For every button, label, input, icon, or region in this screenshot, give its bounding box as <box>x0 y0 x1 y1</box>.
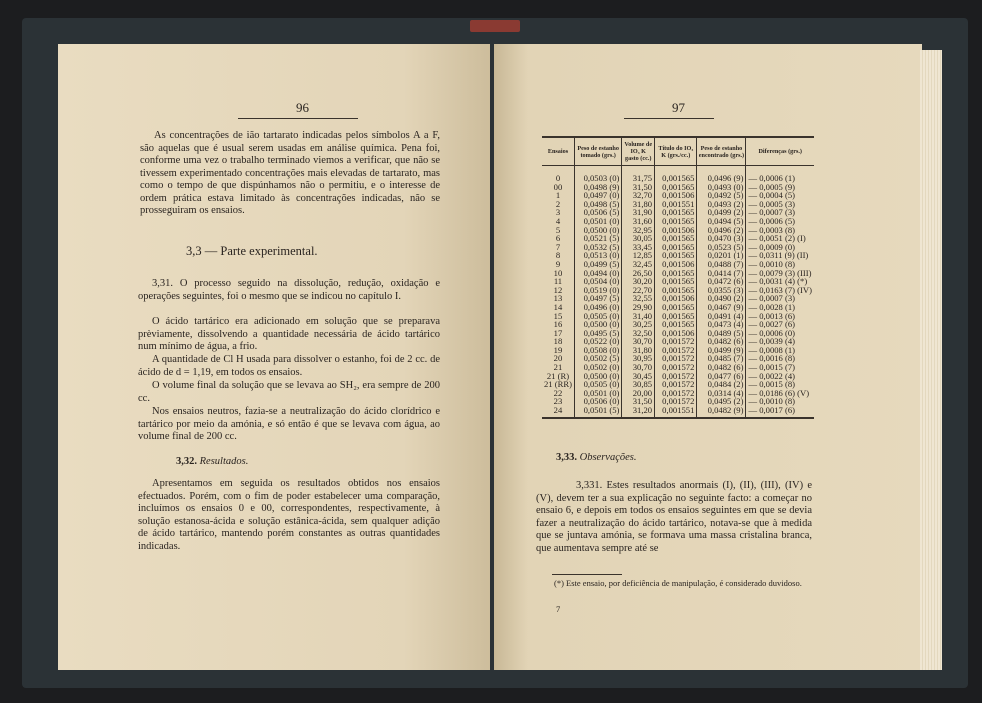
table-cell: 29,90 <box>622 303 655 312</box>
paragraph-intro: As concentrações de ião tartarato indicadas pelos símbolos A a F, são aquelas que é usual serem usadas em análise química. Pena foi, conforme uma vez o trabalho terminado viemos a verificar, que não se tivessem experimentado concentrações mais elevadas de tartarato, mas como o tempo de que dispúnhamos não o permitiu, e o interesse de ordem prática estava limitado às concentrações indicadas, não se prosseguiram os ensaios. <box>140 130 440 216</box>
table-cell: 8 <box>555 250 561 261</box>
table-cell: 0,001565 <box>655 277 697 286</box>
table-cell: 0,0523 (5) <box>697 243 746 252</box>
table-cell: 14 <box>553 301 563 312</box>
table-cell: — 0,0031 (4) (*) <box>746 277 814 286</box>
table-cell: 18 <box>553 336 563 347</box>
table-cell: 21 (RR) <box>544 379 572 390</box>
table-cell: 0,0522 (0) <box>574 337 621 346</box>
table-header-row <box>542 137 814 166</box>
table-cell: 0,001565 <box>655 286 697 295</box>
table-cell: 20,00 <box>622 389 655 398</box>
table-cell: — 0,0010 (8) <box>746 397 814 406</box>
table-cell: 31,80 <box>622 346 655 355</box>
table-cell: 0,001506 <box>655 226 697 235</box>
table-header-cell: Peso de estanho encontrado (grs.) <box>697 137 746 166</box>
table-cell: 0,001551 <box>655 200 697 209</box>
table-cell: 0,0485 (7) <box>697 354 746 363</box>
table-cell: 0,001565 <box>655 269 697 278</box>
table-cell: — 0,0003 (8) <box>746 226 814 235</box>
header-rule <box>624 118 714 119</box>
table-cell: 0,0488 (7) <box>697 260 746 269</box>
table-cell: — 0,0016 (8) <box>746 354 814 363</box>
footnote: (*) Este ensaio, por deficiência de manipulação, é considerado duvidoso. <box>554 578 802 588</box>
table-cell: 22,70 <box>622 286 655 295</box>
paragraph-volume: O volume final da solução que se levava ao SH₂, era sempre de 200 cc. <box>138 380 440 404</box>
table-cell: 2 <box>555 198 561 209</box>
table-cell: 0,001565 <box>655 234 697 243</box>
table-cell: 31,60 <box>622 217 655 226</box>
table-cell: 30,45 <box>622 372 655 381</box>
table-cell: — 0,0079 (3) (III) <box>746 269 814 278</box>
table-cell: 0,0470 (3) <box>697 234 746 243</box>
table-cell: — 0,0006 (1) <box>746 174 814 183</box>
table-cell: 0,001572 <box>655 380 697 389</box>
table-cell: — 0,0005 (3) <box>746 200 814 209</box>
table-cell: 7 <box>555 241 561 252</box>
signature-mark: 7 <box>556 604 561 614</box>
table-cell: 00 <box>553 181 563 192</box>
table-cell: 30,20 <box>622 277 655 286</box>
table-cell: 0,0477 (6) <box>697 372 746 381</box>
table-cell: 0,001565 <box>655 183 697 192</box>
table-cell: — 0,0186 (6) (V) <box>746 389 814 398</box>
table-cell: 0,0482 (9) <box>697 406 746 418</box>
table-cell: 0,0482 (6) <box>697 363 746 372</box>
table-cell: — 0,0015 (7) <box>746 363 814 372</box>
table-cell: 0,0467 (9) <box>697 303 746 312</box>
table-cell: 0,0513 (0) <box>574 251 621 260</box>
table-cell: — 0,0039 (4) <box>746 337 814 346</box>
left-page <box>58 44 490 670</box>
table-cell: 0,0499 (2) <box>697 208 746 217</box>
table-cell: — 0,0009 (0) <box>746 243 814 252</box>
table-cell: — 0,0027 (6) <box>746 320 814 329</box>
table-cell: 0,0500 (0) <box>574 226 621 235</box>
table-cell: 6 <box>555 233 561 244</box>
table-cell: — 0,0017 (6) <box>746 406 814 418</box>
table-cell: 0,001572 <box>655 397 697 406</box>
paragraph-331: 3,31. O processo seguido na dissolução, redução, oxidação e operações seguintes, foi o mesmo que se indicou no capítulo I. <box>138 278 440 302</box>
subheading-title: Resultados. <box>199 456 249 467</box>
table-cell: — 0,0006 (5) <box>746 217 814 226</box>
table-cell: 0,001565 <box>655 251 697 260</box>
table-cell: — 0,0007 (3) <box>746 294 814 303</box>
paragraph-hcl: A quantidade de Cl H usada para dissolver o estanho, foi de 2 cc. de ácido de d = 1,19, em todos os ensaios. <box>138 354 440 378</box>
table-cell: 0,0492 (5) <box>697 191 746 200</box>
table-header-cell: Título do IO₃ K (grs./cc.) <box>655 137 697 166</box>
table-cell: 0,001572 <box>655 389 697 398</box>
table-cell: 13 <box>553 293 563 304</box>
table-cell: 0,001565 <box>655 320 697 329</box>
table-cell: 0,0491 (4) <box>697 312 746 321</box>
table-cell: 0,0496 (0) <box>574 303 621 312</box>
table-cell: 0,0473 (4) <box>697 320 746 329</box>
table-cell: 0,0314 (4) <box>697 389 746 398</box>
paragraph-observations: 3,331. Estes resultados anormais (I), (II), (III), (IV) e (V), devem ter a sua explicação no seguinte facto: a começar no ensaio 6, e depois em todos os ensaios seguintes em que se devia fazer a neutralização do ácido tartárico, notava-se que à medida que se juntava amónia, se formava uma massa cristalina branca, que aumentava sempre até se <box>536 480 812 554</box>
table-cell: 32,70 <box>622 191 655 200</box>
paragraph-acid: O ácido tartárico era adicionado em solução que se preparava prèviamente, dissolvendo a quantidade necessária de ácido tartárico num mínimo de água, a frio. <box>138 316 440 352</box>
table-cell: 0,001506 <box>655 329 697 338</box>
table-cell: 0,0482 (6) <box>697 337 746 346</box>
table-cell: 0,001572 <box>655 354 697 363</box>
table-cell: 0,001565 <box>655 312 697 321</box>
header-rule <box>238 118 358 119</box>
table-cell: — 0,0010 (8) <box>746 260 814 269</box>
table-cell: 0,0504 (0) <box>574 277 621 286</box>
table-cell: 17 <box>553 327 563 338</box>
table-cell: 0,001572 <box>655 372 697 381</box>
table-cell: 0,0201 (1) <box>697 251 746 260</box>
table-cell: 0,001506 <box>655 191 697 200</box>
table-cell: — 0,0028 (1) <box>746 303 814 312</box>
table-cell: 0,0490 (2) <box>697 294 746 303</box>
subheading-results <box>176 456 248 467</box>
table-cell: 0,0498 (9) <box>574 183 621 192</box>
page-edge <box>920 50 942 670</box>
table-cell: 0,0493 (0) <box>697 183 746 192</box>
table-cell: 0,0508 (0) <box>574 346 621 355</box>
page-number-right: 97 <box>672 100 685 115</box>
table-cell: 1 <box>555 190 561 201</box>
table-cell: — 0,0311 (9) (II) <box>746 251 814 260</box>
table-header-cell: Diferenças (grs.) <box>746 137 814 166</box>
table-cell: 0,0497 (0) <box>574 191 621 200</box>
table-cell: 32,45 <box>622 260 655 269</box>
table-cell: — 0,0163 (7) (IV) <box>746 286 814 295</box>
table-cell: 0,0472 (6) <box>697 277 746 286</box>
table-cell: 16 <box>553 319 563 330</box>
paragraph-neutral: Nos ensaios neutros, fazia-se a neutralização do ácido clorídrico e tartárico por meio da amónia, e só então é que se levava com água, ao volume final de 200 cc. <box>138 406 440 442</box>
table-cell: 0,0506 (0) <box>574 397 621 406</box>
table-header-cell: Peso de estanho tomado (grs.) <box>574 137 621 166</box>
table-cell: 31,90 <box>622 208 655 217</box>
table-cell: 0,0499 (9) <box>697 346 746 355</box>
table-cell: 4 <box>555 215 561 226</box>
table-cell: 0,0501 (0) <box>574 217 621 226</box>
table-cell: 3 <box>555 207 561 218</box>
table-cell: 0,0414 (7) <box>697 269 746 278</box>
table-cell: 0,0496 (9) <box>697 174 746 183</box>
table-cell: 31,80 <box>622 200 655 209</box>
table-cell: 0,0502 (0) <box>574 363 621 372</box>
table-cell: 22 <box>553 387 563 398</box>
right-page <box>494 44 922 670</box>
table-cell: 0,0489 (5) <box>697 329 746 338</box>
results-table <box>542 136 814 419</box>
subheading-number: 3,32. <box>176 456 197 467</box>
table-cell: 30,70 <box>622 337 655 346</box>
table-cell: 10 <box>553 267 563 278</box>
table-cell: 0,0500 (0) <box>574 372 621 381</box>
table-cell: — 0,0004 (5) <box>746 191 814 200</box>
table-cell: 15 <box>553 310 563 321</box>
table-cell: 0,0519 (0) <box>574 286 621 295</box>
table-header-cell: Ensaios <box>542 137 574 166</box>
spine-band <box>470 20 520 32</box>
paragraph-results: Apresentamos em seguida os resultados obtidos nos ensaios efectuados. Porém, com o fim de poder estabelecer uma comparação, incluímos os ensaios 0 e 00, correspondentes, respectivamente, à solução estanosa-ácida e solução estânica-ácida, sem qualquer adição de ácido tartárico, mantendo porém constantes as outras quantidades indicadas. <box>138 478 440 552</box>
table-cell: 9 <box>555 258 561 269</box>
table-cell: — 0,0051 (2) (I) <box>746 234 814 243</box>
table-cell: 0,0496 (2) <box>697 226 746 235</box>
table-cell: 30,95 <box>622 354 655 363</box>
table-cell: 0,0494 (5) <box>697 217 746 226</box>
table-cell: 0,0506 (5) <box>574 208 621 217</box>
table-cell: 20 <box>553 353 563 364</box>
table-cell: 0,0502 (5) <box>574 354 621 363</box>
table-cell: 0,0498 (5) <box>574 200 621 209</box>
table-cell: 31,50 <box>622 397 655 406</box>
table-cell: 0,001565 <box>655 174 697 183</box>
table-cell: — 0,0022 (4) <box>746 372 814 381</box>
page-number-left: 96 <box>296 100 309 115</box>
table-cell: 0,001572 <box>655 337 697 346</box>
table-cell: 30,85 <box>622 380 655 389</box>
table-cell: 26,50 <box>622 269 655 278</box>
table-cell: 21 (R) <box>546 370 570 381</box>
table-cell: 0,001572 <box>655 346 697 355</box>
table-cell: 30,05 <box>622 234 655 243</box>
table-cell: 0,001565 <box>655 208 697 217</box>
table-cell: 12,85 <box>622 251 655 260</box>
table-cell: — 0,0005 (9) <box>746 183 814 192</box>
table-cell: 19 <box>553 344 563 355</box>
table-cell: 0,0501 (5) <box>574 406 621 418</box>
table-cell: 24 <box>542 406 574 418</box>
table-cell: 31,75 <box>622 174 655 183</box>
table-header-cell: Volume de IO₃ K gasto (cc.) <box>622 137 655 166</box>
table-cell: 30,25 <box>622 320 655 329</box>
table-cell: — 0,0008 (1) <box>746 346 814 355</box>
subheading-title: Observações. <box>579 452 637 463</box>
table-cell: 0,0494 (0) <box>574 269 621 278</box>
table-cell: 0,001506 <box>655 294 697 303</box>
table-cell: 23 <box>553 396 563 407</box>
section-heading: 3,3 — Parte experimental. <box>186 244 318 258</box>
table-cell: — 0,0007 (3) <box>746 208 814 217</box>
table-cell: 12 <box>553 284 563 295</box>
table-cell: 0,0505 (0) <box>574 312 621 321</box>
table-cell: 21 <box>553 362 563 373</box>
table-cell: — 0,0013 (6) <box>746 312 814 321</box>
table-cell: 31,50 <box>622 183 655 192</box>
table-cell: 0,0497 (5) <box>574 294 621 303</box>
table-cell: — 0,0015 (8) <box>746 380 814 389</box>
table-body <box>542 166 814 418</box>
table-cell: 0,0484 (2) <box>697 380 746 389</box>
table-cell: 0,0355 (3) <box>697 286 746 295</box>
table-cell: 0,001572 <box>655 363 697 372</box>
table-cell: 0,001565 <box>655 243 697 252</box>
table-cell: 0,001506 <box>655 260 697 269</box>
table-cell: 0,0495 (2) <box>697 397 746 406</box>
table-cell: 0,001565 <box>655 217 697 226</box>
table-cell: 30,70 <box>622 363 655 372</box>
subheading-number: 3,33. <box>556 452 577 463</box>
table-cell: 31,20 <box>622 406 655 418</box>
subheading-observations <box>556 452 636 463</box>
table-cell: 0,0501 (0) <box>574 389 621 398</box>
table-cell: 0,0499 (5) <box>574 260 621 269</box>
table-cell: 0,0521 (5) <box>574 234 621 243</box>
table-cell: 31,40 <box>622 312 655 321</box>
table-cell: 0,0493 (2) <box>697 200 746 209</box>
table-cell: 32,50 <box>622 329 655 338</box>
table-cell: 0,001551 <box>655 406 697 418</box>
table-cell: 0 <box>555 173 561 183</box>
table-cell: 32,55 <box>622 294 655 303</box>
table-cell: 33,45 <box>622 243 655 252</box>
table-cell: 5 <box>555 224 561 235</box>
table-cell: 0,0495 (5) <box>574 329 621 338</box>
table-cell: 11 <box>553 276 563 287</box>
table-cell: 0,0532 (5) <box>574 243 621 252</box>
table-cell: — 0,0006 (0) <box>746 329 814 338</box>
table-cell: 32,95 <box>622 226 655 235</box>
table-row <box>542 406 814 418</box>
footnote-rule <box>552 574 622 575</box>
table-cell: 0,0500 (0) <box>574 320 621 329</box>
table-cell: 0,0505 (0) <box>574 380 621 389</box>
table-cell: 0,0503 (0) <box>574 174 621 183</box>
table-cell: 0,001565 <box>655 303 697 312</box>
